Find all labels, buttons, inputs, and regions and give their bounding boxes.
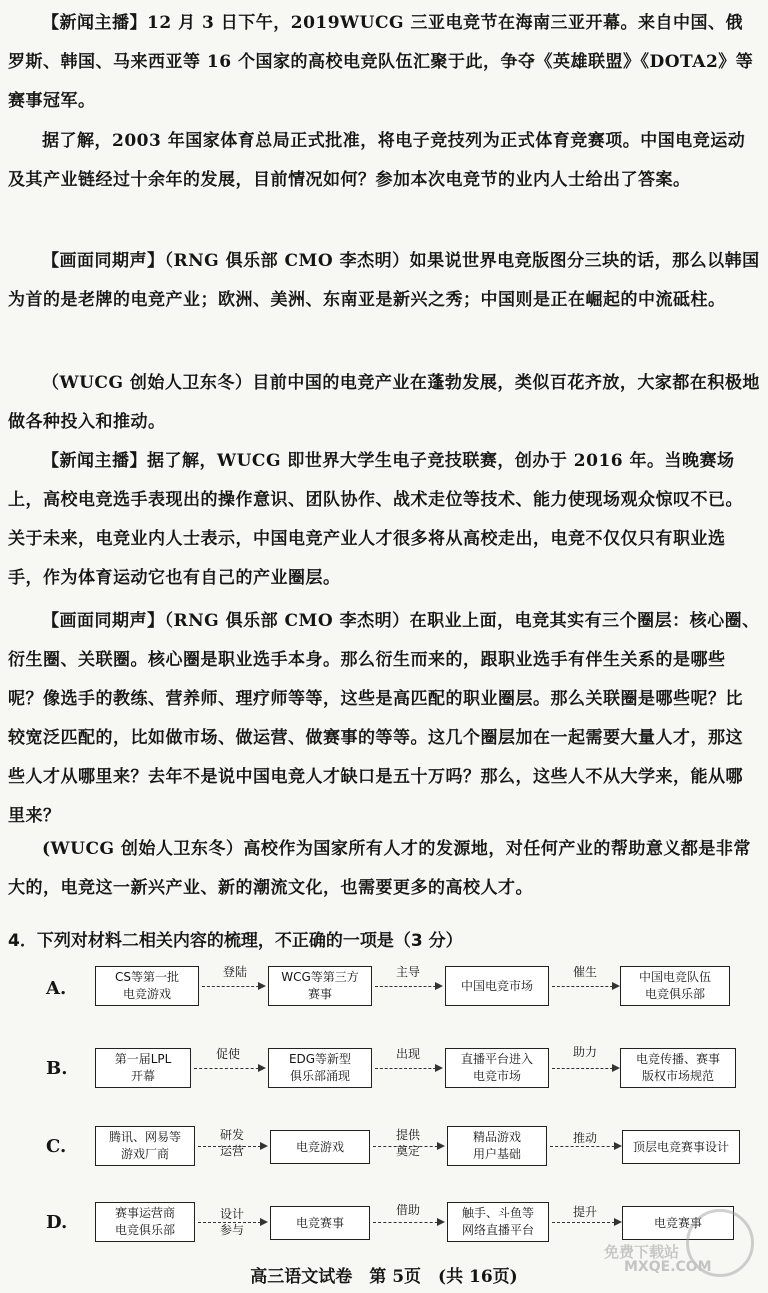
flow-arrow (552, 1068, 618, 1070)
flow-box: 触手、斗鱼等 网络直播平台 (447, 1202, 549, 1242)
flow-arrow (373, 1146, 443, 1148)
flow-box: EDG等新型 俱乐部涌现 (268, 1048, 372, 1088)
flow-label: 借助 (395, 1203, 420, 1217)
question-4: 4．下列对材料二相关内容的梳理，不正确的一项是（3 分） (8, 931, 463, 951)
flow-arrow (198, 1146, 266, 1148)
flow-label: 出现 (395, 1047, 420, 1061)
flow-arrow (198, 1222, 266, 1224)
flow-label: 提供 奠定 (395, 1128, 420, 1158)
flow-box: CS等第一批 电竞游戏 (95, 966, 199, 1006)
flow-box: 腾讯、网易等 游戏厂商 (95, 1126, 195, 1166)
flow-label: 催生 (572, 965, 597, 979)
flow-arrow (375, 1068, 441, 1070)
flow-box: 直播平台进入 电竞市场 (445, 1048, 549, 1088)
flow-arrow (373, 1222, 443, 1224)
flow-box: 精品游戏 用户基础 (447, 1126, 547, 1166)
flow-box: 电竞传播、赛事 版权市场规范 (620, 1048, 736, 1088)
flow-box: 电竞游戏 (270, 1130, 370, 1164)
flow-label: 助力 (572, 1045, 597, 1059)
flow-arrow (550, 1146, 620, 1148)
option-letter: C. (46, 1136, 67, 1157)
option-letter: D. (46, 1212, 68, 1233)
paragraph-4: （WUCG 创始人卫东冬）目前中国的电竞产业在蓬勃发展，类似百花齐放，大家都在积极地做各种投入和推动。 (8, 373, 760, 432)
flow-label: 设计 参与 (219, 1207, 244, 1237)
option-b-row (0, 1046, 768, 1106)
flow-label: 主导 (395, 965, 420, 979)
flow-arrow (194, 1068, 264, 1070)
flow-label: 促使 (215, 1047, 240, 1061)
paragraph-6: 【画面同期声】（RNG 俱乐部 CMO 李杰明）在职业上面，电竞其实有三个圈层：核心圈、衍生圈、关联圈。核心圈是职业选手本身。那么衍生而来的，跟职业选手有伴生关系的是哪些呢？像选手的教练、营养师、理疗师等等，这些是高匹配的职业圈层。那么关联圈是哪些呢？比较宽泛匹配的，比如做市场、做运营、做赛事的等等。这几个圈层加在一起需要大量人才，那这些人才从哪里来？去年不是说中国电竞人才缺口是五十万吗？那么，这些人不从大学来，能从哪里来？ (8, 611, 760, 826)
flow-box: 第一届LPL 开幕 (95, 1048, 191, 1088)
flow-arrow (375, 986, 441, 988)
flow-label: 研发 运营 (219, 1128, 244, 1158)
option-letter: B. (46, 1058, 68, 1079)
paragraph-5: 【新闻主播】据了解，WUCG 即世界大学生电子竞技联赛，创办于 2016 年。当晚赛场上，高校电竞选手表现出的操作意识、团队协作、战术走位等技术、能力使现场观众惊叹不已。关于未来，电竞业内人士表示，中国电竞产业人才很多将从高校走出，电竞不仅仅只有职业选手，作为体育运动它也有自己的产业圈层。 (8, 451, 743, 588)
flow-box: 电竞赛事 (622, 1206, 734, 1240)
flow-arrow (202, 986, 264, 988)
paragraph-1: 【新闻主播】12 月 3 日下午，2019WUCG 三亚电竞节在海南三亚开幕。来自中国、俄罗斯、韩国、马来西亚等 16 个国家的高校电竞队伍汇聚于此，争夺《英雄联盟》《DOTA2》等赛事冠军。 (8, 13, 754, 111)
paragraph-7: (WUCG 创始人卫东冬）高校作为国家所有人才的发源地，对任何产业的帮助意义都是非常大的，电竞这一新兴产业、新的潮流文化，也需要更多的高校人才。 (8, 839, 751, 898)
flow-box: 电竞赛事 (270, 1206, 370, 1240)
flow-label: 推动 (572, 1131, 597, 1145)
flow-arrow (552, 986, 618, 988)
option-letter: A. (46, 978, 67, 999)
option-a-row (0, 964, 768, 1024)
flow-box: WCG等第三方 赛事 (268, 966, 372, 1006)
flow-label: 登陆 (222, 965, 247, 979)
watermark-text: 免费下载站 (604, 1243, 680, 1261)
flow-box: 中国电竞市场 (445, 966, 549, 1006)
option-c-row (0, 1124, 768, 1184)
paragraph-2: 据了解，2003 年国家体育总局正式批准，将电子竞技列为正式体育竞赛项。中国电竞运动及其产业链经过十余年的发展，目前情况如何？参加本次电竞节的业内人士给出了答案。 (8, 131, 746, 190)
paragraph-3: 【画面同期声】（RNG 俱乐部 CMO 李杰明）如果说世界电竞版图分三块的话，那么以韩国为首的是老牌的电竞产业；欧洲、美洲、东南亚是新兴之秀；中国则是正在崛起的中流砥柱。 (8, 251, 760, 310)
page-footer: 高三语文试卷 第 5页 (共 16页) (250, 1267, 518, 1287)
flow-label: 提升 (572, 1205, 597, 1219)
flow-box: 顶层电竞赛事设计 (622, 1130, 740, 1164)
site-watermark (604, 1209, 754, 1275)
flow-box: 中国电竞队伍 电竞俱乐部 (620, 966, 730, 1006)
flow-box: 赛事运营商 电竞俱乐部 (95, 1202, 195, 1242)
watermark-url: MXQE.COM (624, 1259, 712, 1275)
